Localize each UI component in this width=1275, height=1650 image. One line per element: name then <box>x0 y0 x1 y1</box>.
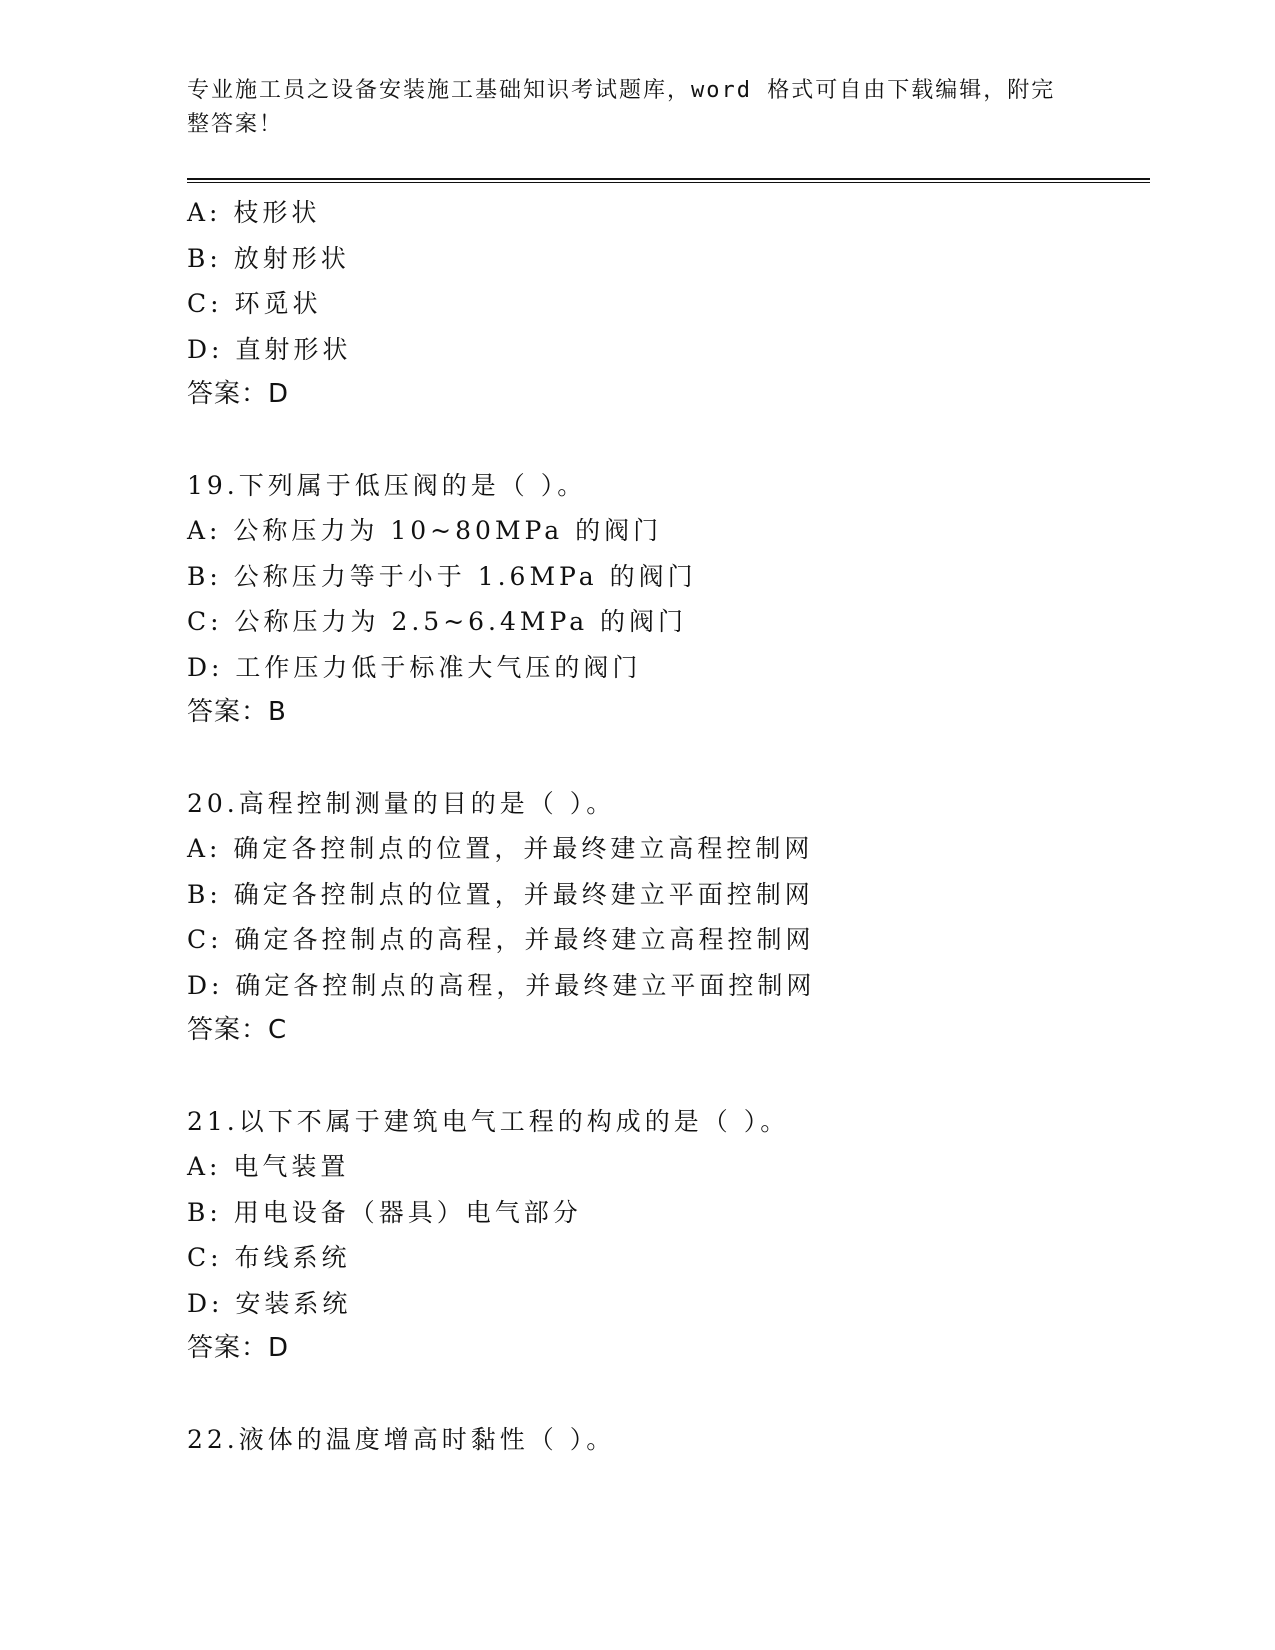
spacer <box>187 1372 1137 1417</box>
document-header <box>187 74 1087 142</box>
option-c: C: 公称压力为 2.5~6.4MPa 的阀门 <box>187 607 688 636</box>
question-18-continued <box>187 190 1137 418</box>
option-a: A: 公称压力为 10~80MPa 的阀门 <box>187 516 663 545</box>
question-stem: 22.液体的温度增高时黏性（ ）。 <box>187 1424 616 1454</box>
question-stem: 20.高程控制测量的目的是（ ）。 <box>187 788 616 818</box>
question-stem: 19.下列属于低压阀的是（ ）。 <box>187 470 587 500</box>
header-title-line-2: 整答案！ <box>187 112 284 137</box>
option-a: A: 电气装置 <box>187 1152 350 1181</box>
option-a: A: 确定各控制点的位置，并最终建立高程控制网 <box>187 834 814 863</box>
option-d: D: 安装系统 <box>187 1288 352 1318</box>
spacer <box>187 736 1137 781</box>
header-divider-thin <box>187 182 1150 183</box>
question-stem: 21.以下不属于建筑电气工程的构成的是（ ）。 <box>187 1106 790 1136</box>
option-d: D: 确定各控制点的高程，并最终建立平面控制网 <box>187 970 816 1000</box>
question-19 <box>187 463 1137 736</box>
answer-line: 答案：B <box>187 697 287 727</box>
option-b: B: 放射形状 <box>187 243 350 273</box>
header-divider-thick <box>187 178 1150 180</box>
answer-line: 答案：D <box>187 379 290 409</box>
option-b: B: 确定各控制点的位置，并最终建立平面控制网 <box>187 879 814 909</box>
question-20 <box>187 781 1137 1054</box>
question-22 <box>187 1417 1137 1463</box>
option-d: D: 直射形状 <box>187 334 352 364</box>
spacer <box>187 1054 1137 1099</box>
option-b: B: 公称压力等于小于 1.6MPa 的阀门 <box>187 561 697 591</box>
option-d: D: 工作压力低于标准大气压的阀门 <box>187 652 642 682</box>
question-list <box>187 190 1137 1462</box>
spacer <box>187 418 1137 463</box>
answer-line: 答案：C <box>187 1015 288 1045</box>
question-21 <box>187 1099 1137 1372</box>
option-c: C: 确定各控制点的高程，并最终建立高程控制网 <box>187 925 815 954</box>
option-a: A: 枝形状 <box>187 198 321 227</box>
option-b: B: 用电设备（器具）电气部分 <box>187 1197 582 1227</box>
option-c: C: 环觅状 <box>187 289 322 318</box>
header-title-line-1: 专业施工员之设备安装施工基础知识考试题库，word 格式可自由下载编辑，附完 <box>187 78 1056 103</box>
option-c: C: 布线系统 <box>187 1243 351 1272</box>
answer-line: 答案：D <box>187 1333 290 1363</box>
